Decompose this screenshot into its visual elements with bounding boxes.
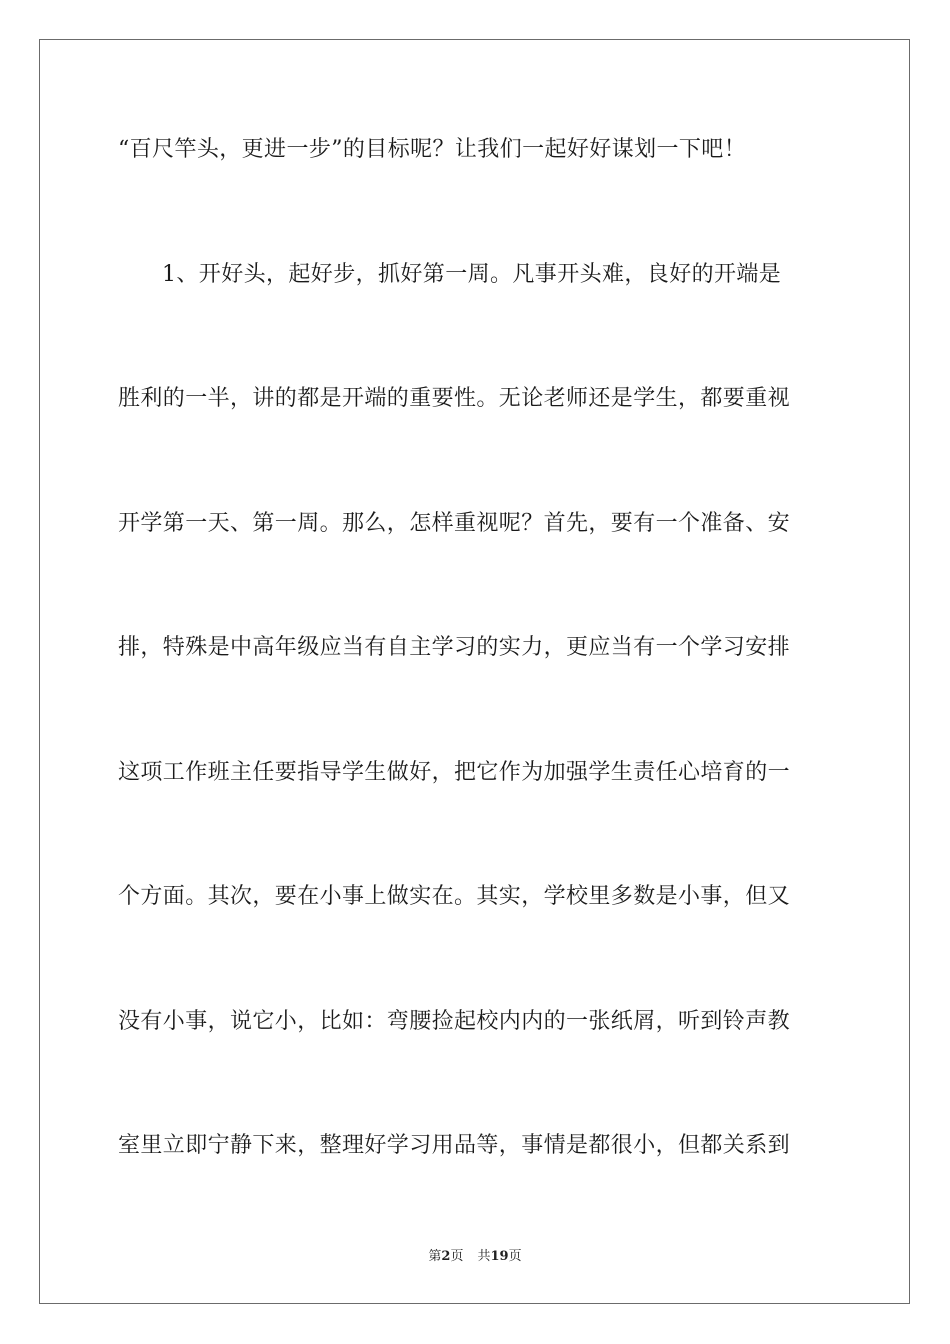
page-footer — [0, 1248, 950, 1266]
body-line-5: 排，特殊是中高年级应当有自主学习的实力，更应当有一个学习安排 — [118, 635, 791, 660]
footer-page-prefix: 第 — [428, 1249, 442, 1264]
body-line-3: 胜利的一半，讲的都是开端的重要性。无论老师还是学生，都要重视 — [118, 386, 791, 411]
body-line-7: 个方面。其次，要在小事上做实在。其实，学校里多数是小事，但又 — [118, 884, 791, 909]
body-line-2: 1、开好头，起好步，抓好第一周。凡事开头难，良好的开端是 — [162, 262, 782, 287]
footer-total-prefix: 共 — [477, 1249, 491, 1264]
footer-page-number: 2 — [441, 1249, 451, 1264]
body-line-6: 这项工作班主任要指导学生做好，把它作为加强学生责任心培育的一 — [118, 760, 791, 785]
footer-total-pages: 19 — [490, 1249, 509, 1264]
page-frame — [39, 39, 910, 1304]
footer-total-suffix: 页 — [508, 1249, 522, 1264]
body-line-8: 没有小事，说它小，比如：弯腰捡起校内内的一张纸屑，听到铃声教 — [118, 1009, 791, 1034]
footer-page-suffix: 页 — [450, 1249, 464, 1264]
body-line-9: 室里立即宁静下来，整理好学习用品等，事情是都很小，但都关系到 — [118, 1133, 791, 1158]
body-line-1: “百尺竿头，更进一步”的目标呢？让我们一起好好谋划一下吧！ — [118, 137, 747, 162]
body-line-4: 开学第一天、第一周。那么，怎样重视呢？首先，要有一个准备、安 — [118, 511, 791, 536]
